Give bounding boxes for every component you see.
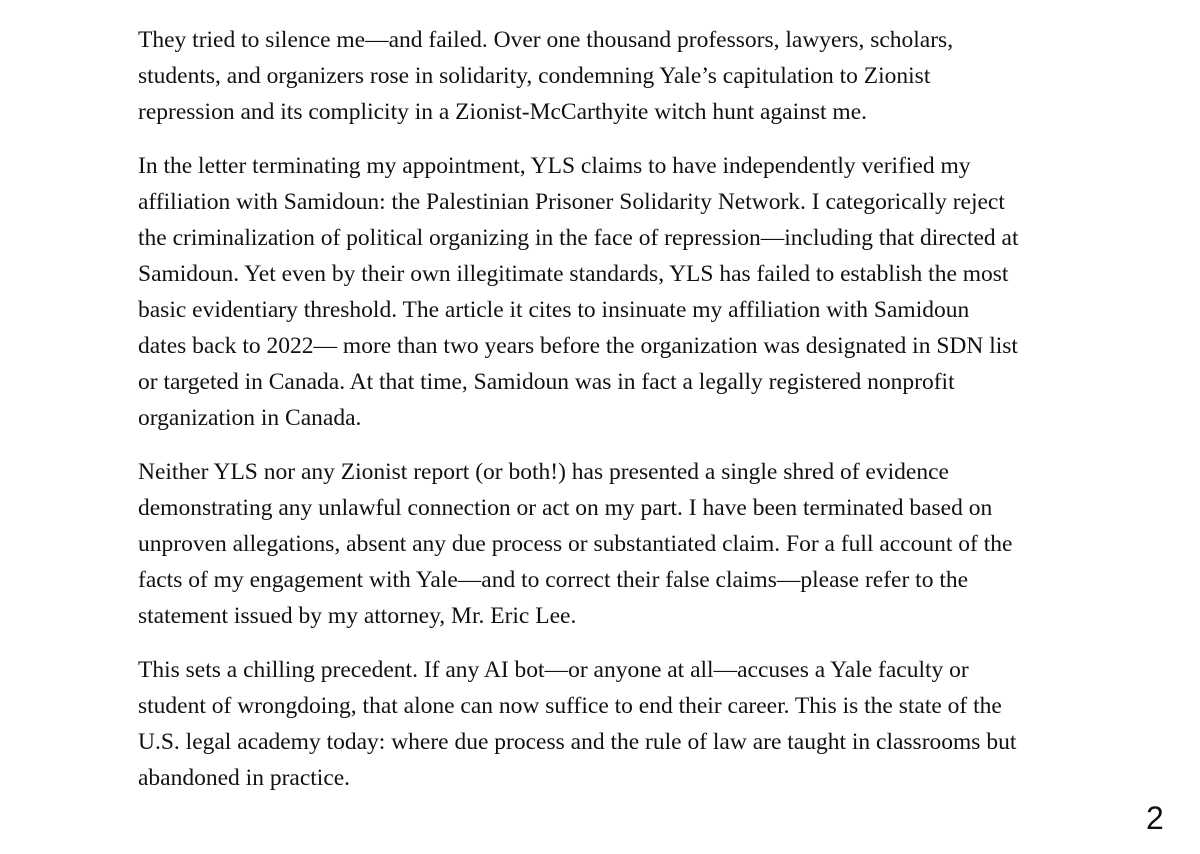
text-line: demonstrating any unlawful connection or act on my part. I have been terminated based on xyxy=(138,495,993,521)
text-line: student of wrongdoing, that alone can now suffice to end their career. This is the state of the xyxy=(138,693,1002,719)
text-line: In the letter terminating my appointment, YLS claims to have independently verified my xyxy=(138,153,971,179)
text-line: dates back to 2022— more than two years before the organization was designated in SDN list xyxy=(138,333,1018,359)
text-line: statement issued by my attorney, Mr. Eric Lee. xyxy=(138,603,577,629)
text-line: or targeted in Canada. At that time, Samidoun was in fact a legally registered nonprofit xyxy=(138,369,955,395)
paragraph-2 xyxy=(138,148,1138,436)
text-line: the criminalization of political organizing in the face of repression—including that directed at xyxy=(138,225,1019,251)
paragraph-3 xyxy=(138,454,1138,634)
text-line: U.S. legal academy today: where due process and the rule of law are taught in classrooms but xyxy=(138,729,1017,755)
paragraph-1 xyxy=(138,22,1138,130)
text-line: organization in Canada. xyxy=(138,405,362,431)
text-line: repression and its complicity in a Zionist-McCarthyite witch hunt against me. xyxy=(138,99,868,125)
text-line: abandoned in practice. xyxy=(138,765,351,791)
text-line: basic evidentiary threshold. The article it cites to insinuate my affiliation with Samidoun xyxy=(138,297,970,323)
paragraph-4 xyxy=(138,652,1138,796)
text-line: affiliation with Samidoun: the Palestinian Prisoner Solidarity Network. I categorically reject xyxy=(138,189,1005,215)
text-line: unproven allegations, absent any due process or substantiated claim. For a full account of the xyxy=(138,531,1013,557)
text-line: They tried to silence me—and failed. Over one thousand professors, lawyers, scholars, xyxy=(138,27,954,53)
document-body xyxy=(138,22,1138,814)
text-line: students, and organizers rose in solidarity, condemning Yale’s capitulation to Zionist xyxy=(138,63,931,89)
page-number: 2 xyxy=(1146,800,1164,836)
text-line: facts of my engagement with Yale—and to correct their false claims—please refer to the xyxy=(138,567,969,593)
text-line: This sets a chilling precedent. If any AI bot—or anyone at all—accuses a Yale faculty or xyxy=(138,657,969,683)
text-line: Samidoun. Yet even by their own illegitimate standards, YLS has failed to establish the most xyxy=(138,261,1009,287)
text-line: Neither YLS nor any Zionist report (or both!) has presented a single shred of evidence xyxy=(138,459,949,485)
